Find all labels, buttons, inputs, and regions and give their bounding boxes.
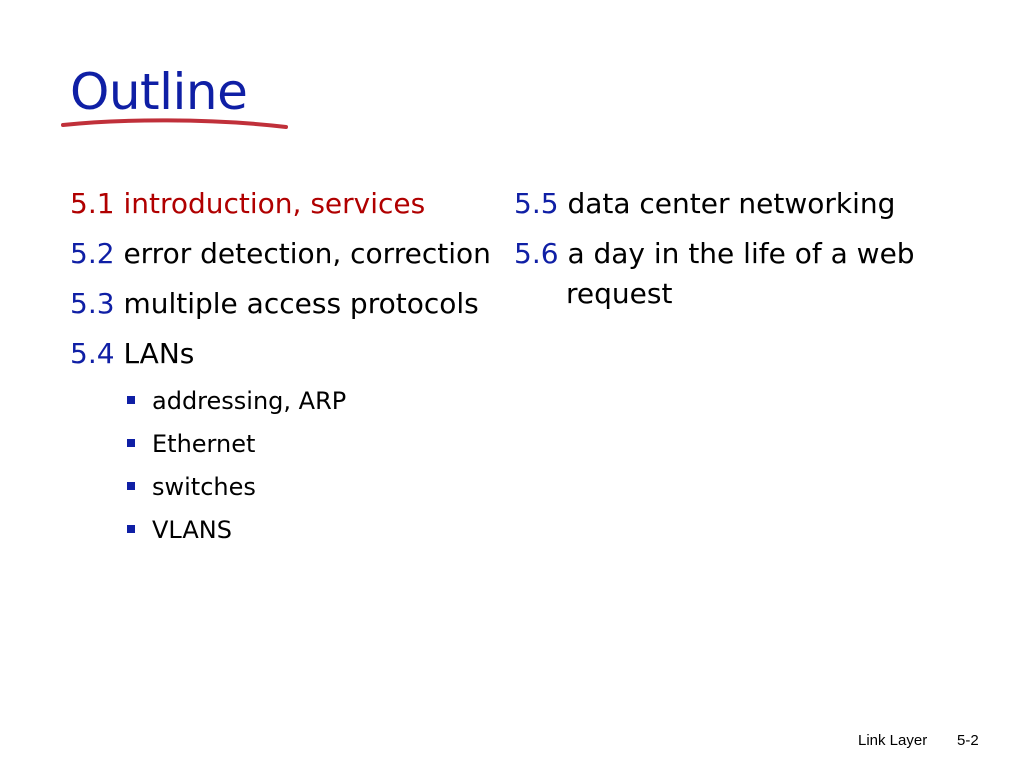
left-column — [70, 184, 500, 552]
item-number: 5.1 — [70, 187, 115, 220]
item-number: 5.3 — [70, 287, 115, 320]
slide-title: Outline — [70, 63, 248, 121]
item-text: error detection, correction — [123, 237, 491, 270]
title-underline — [60, 112, 290, 136]
footer-chapter: Link Layer — [858, 732, 928, 749]
footer-page-number: 5-2 — [957, 732, 979, 749]
outline-item-5-1 — [70, 184, 500, 224]
item-text: multiple access protocols — [123, 287, 479, 320]
square-bullet-icon — [127, 482, 135, 490]
list-item — [70, 509, 500, 552]
list-item — [70, 380, 500, 423]
right-column — [514, 184, 994, 324]
item-number: 5.5 — [514, 187, 559, 220]
outline-item-5-4 — [70, 334, 500, 374]
outline-item-5-3 — [70, 284, 500, 324]
subitem-text: switches — [152, 473, 256, 501]
item-number: 5.6 — [514, 237, 559, 270]
subitem-text: VLANS — [152, 516, 232, 544]
outline-item-5-6 — [514, 234, 994, 314]
square-bullet-icon — [127, 396, 135, 404]
item-text: data center networking — [567, 187, 896, 220]
item-number: 5.4 — [70, 337, 115, 370]
outline-item-5-5 — [514, 184, 994, 224]
list-item — [70, 423, 500, 466]
subitem-text: addressing, ARP — [152, 387, 347, 415]
square-bullet-icon — [127, 525, 135, 533]
item-text: introduction, services — [123, 187, 426, 220]
outline-item-5-2 — [70, 234, 500, 274]
item-number: 5.2 — [70, 237, 115, 270]
list-item — [70, 466, 500, 509]
item-text: LANs — [123, 337, 195, 370]
item-text: a day in the life of a web request — [566, 237, 915, 310]
lans-subitems — [70, 380, 500, 552]
subitem-text: Ethernet — [152, 430, 256, 458]
square-bullet-icon — [127, 439, 135, 447]
